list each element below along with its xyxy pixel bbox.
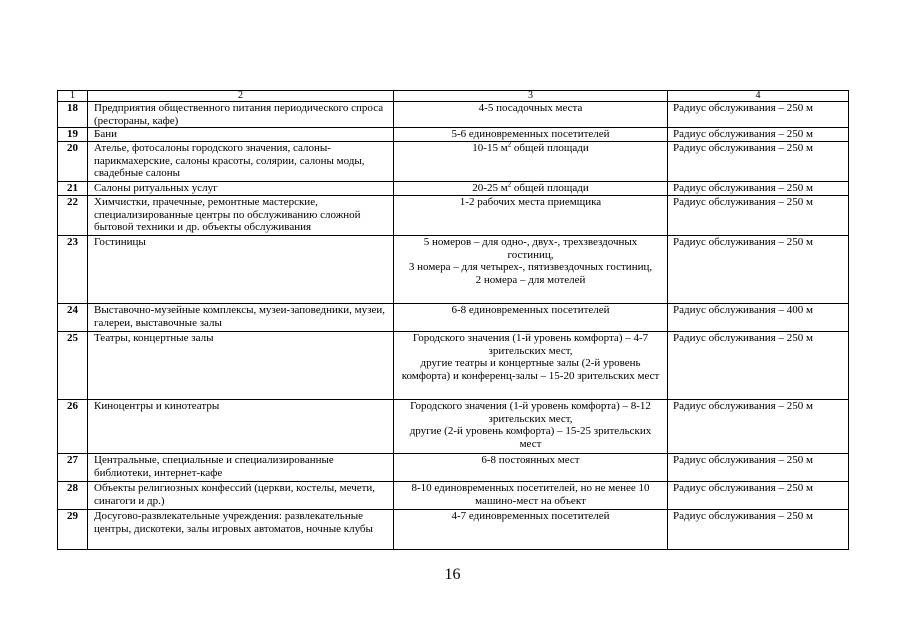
row-number-cell: 27: [58, 454, 88, 482]
row-number-cell: 21: [58, 182, 88, 196]
capacity-superscript: 2: [507, 141, 512, 149]
table-row: [58, 510, 849, 550]
capacity-line: 8-10 единовременных посетителей, но не менее 10 машино-мест на объект: [411, 482, 650, 507]
row-number-cell: 22: [58, 196, 88, 236]
row-number-cell: 25: [58, 332, 88, 400]
table-row: [58, 196, 849, 236]
capacity-cell: [394, 510, 668, 550]
capacity-cell: [394, 482, 668, 510]
capacity-text-tail: общей площади: [511, 182, 589, 194]
capacity-text: 6-8 единовременных посетителей: [451, 304, 610, 316]
capacity-line: Городского значения (1-й уровень комфорта) – 8-12 зрительских мест,: [410, 400, 651, 425]
facility-name-cell: Предприятия общественного питания периодического спроса (рестораны, кафе): [88, 102, 394, 128]
row-number-cell: 18: [58, 102, 88, 128]
capacity-cell: [394, 128, 668, 142]
header-cell-3: 3: [394, 91, 668, 102]
capacity-text: 4-7 единовременных посетителей: [451, 510, 610, 522]
table-row: [58, 142, 849, 182]
page-number: 16: [444, 566, 461, 583]
capacity-cell: [394, 236, 668, 304]
service-radius-cell: Радиус обслуживания – 250 м: [668, 102, 849, 128]
capacity-text: 20-25 м: [472, 182, 508, 194]
table-row: [58, 236, 849, 304]
table-body: [58, 91, 849, 550]
capacity-line: другие театры и концертные залы (2-й уровень комфорта) и конференц-залы – 15-20 зрительских мест: [401, 357, 660, 382]
capacity-cell: [394, 142, 668, 182]
capacity-text: 4-5 посадочных места: [478, 102, 583, 114]
capacity-cell: [394, 400, 668, 454]
service-radius-cell: Радиус обслуживания – 250 м: [668, 400, 849, 454]
facility-name-cell: Ателье, фотосалоны городского значения, салоны-парикмахерские, салоны красоты, солярии, салоны моды, свадебные салоны: [88, 142, 394, 182]
header-cell-2: 2: [88, 91, 394, 102]
facility-name-cell: Центральные, специальные и специализированные библиотеки, интернет-кафе: [88, 454, 394, 482]
table-row: [58, 332, 849, 400]
service-radius-cell: Радиус обслуживания – 250 м: [668, 332, 849, 400]
capacity-cell: [394, 196, 668, 236]
table-row: [58, 482, 849, 510]
capacity-text: 5-6 единовременных посетителей: [451, 128, 610, 140]
table-row: [58, 128, 849, 142]
facility-name-cell: Театры, концертные залы: [88, 332, 394, 400]
capacity-text: 1-2 рабочих места приемщика: [459, 196, 602, 208]
facility-name-cell: Салоны ритуальных услуг: [88, 182, 394, 196]
service-radius-cell: Радиус обслуживания – 250 м: [668, 128, 849, 142]
service-radius-cell: Радиус обслуживания – 250 м: [668, 482, 849, 510]
services-table: [57, 90, 849, 550]
table-row: [58, 304, 849, 332]
capacity-line: 3 номера – для четырех-, пятизвездочных гостиниц,: [408, 261, 653, 273]
service-radius-cell: Радиус обслуживания – 250 м: [668, 142, 849, 182]
capacity-superscript: 2: [507, 181, 512, 189]
capacity-text: 10-15 м: [472, 142, 508, 154]
service-radius-cell: Радиус обслуживания – 250 м: [668, 196, 849, 236]
capacity-cell: [394, 332, 668, 400]
row-number-cell: 29: [58, 510, 88, 550]
facility-name-cell: Объекты религиозных конфессий (церкви, костелы, мечети, синагоги и др.): [88, 482, 394, 510]
row-number-cell: 23: [58, 236, 88, 304]
row-number-cell: 26: [58, 400, 88, 454]
capacity-cell: [394, 102, 668, 128]
row-number-cell: 28: [58, 482, 88, 510]
row-number-cell: 20: [58, 142, 88, 182]
service-radius-cell: Радиус обслуживания – 250 м: [668, 510, 849, 550]
facility-name-cell: Киноцентры и кинотеатры: [88, 400, 394, 454]
facility-name-cell: Бани: [88, 128, 394, 142]
service-radius-cell: Радиус обслуживания – 400 м: [668, 304, 849, 332]
row-number-cell: 24: [58, 304, 88, 332]
table-row: [58, 454, 849, 482]
capacity-cell: [394, 304, 668, 332]
capacity-cell: [394, 182, 668, 196]
capacity-line: 2 номера – для мотелей: [475, 273, 586, 286]
table-row: [58, 400, 849, 454]
header-cell-4: 4: [668, 91, 849, 102]
capacity-line: 5 номеров – для одно-, двух-, трехзвездочных гостиниц,: [423, 236, 638, 261]
facility-name-cell: Досугово-развлекательные учреждения: развлекательные центры, дискотеки, залы игровых автоматов, ночные клубы: [88, 510, 394, 550]
service-radius-cell: Радиус обслуживания – 250 м: [668, 454, 849, 482]
facility-name-cell: Гостиницы: [88, 236, 394, 304]
service-radius-cell: Радиус обслуживания – 250 м: [668, 236, 849, 304]
row-number-cell: 19: [58, 128, 88, 142]
facility-name-cell: Химчистки, прачечные, ремонтные мастерские, специализированные центры по обслуживанию сложной бытовой техники и др. объекты обслуживания: [88, 196, 394, 236]
header-row: [58, 91, 849, 102]
header-cell-1: 1: [58, 91, 88, 102]
capacity-line: Городского значения (1-й уровень комфорта) – 4-7 зрительских мест,: [412, 332, 649, 357]
facility-name-cell: Выставочно-музейные комплексы, музеи-заповедники, музеи, галереи, выставочные залы: [88, 304, 394, 332]
capacity-text-tail: общей площади: [511, 142, 589, 154]
capacity-line: другие (2-й уровень комфорта) – 15-25 зрительских мест: [409, 425, 652, 450]
capacity-text: 6-8 постоянных мест: [481, 454, 580, 466]
table-row: [58, 182, 849, 196]
service-radius-cell: Радиус обслуживания – 250 м: [668, 182, 849, 196]
capacity-cell: [394, 454, 668, 482]
table-row: [58, 102, 849, 128]
